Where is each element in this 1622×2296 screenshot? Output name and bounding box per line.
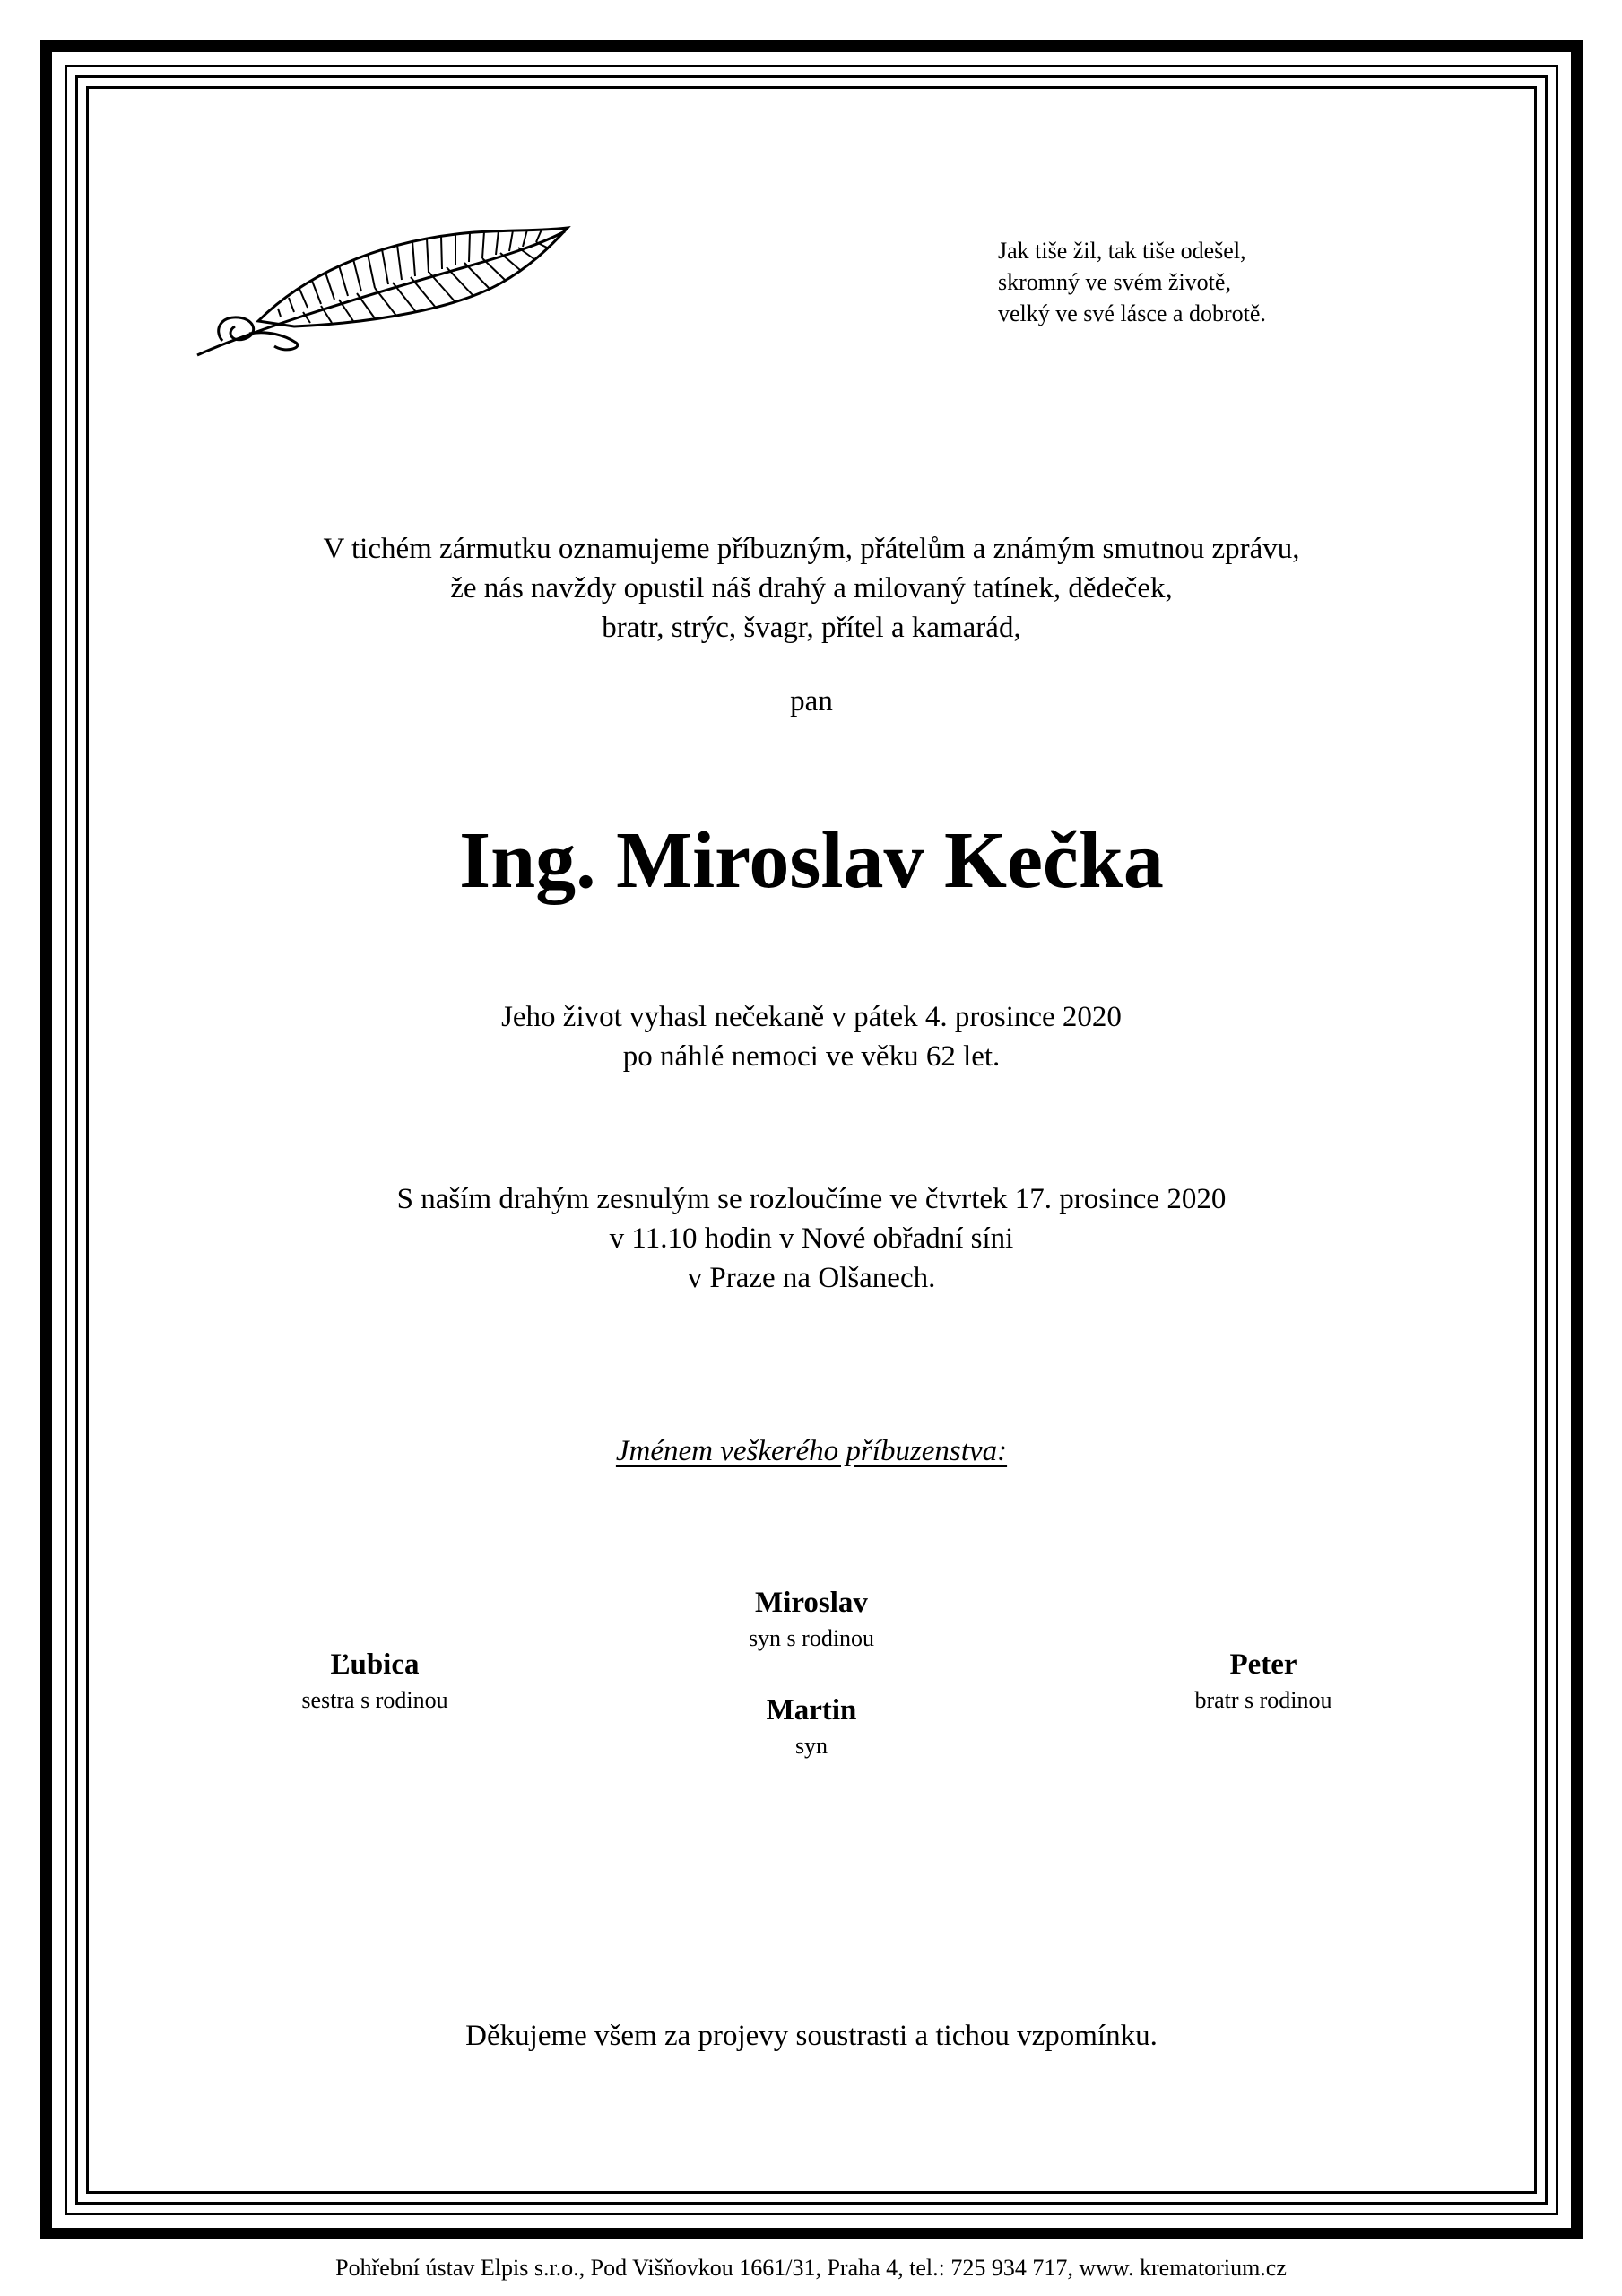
mourner-relation: syn s rodinou — [748, 1625, 875, 1651]
feather-icon — [195, 222, 572, 357]
on-behalf-heading: Jménem veškerého příbuzenstva: — [615, 1435, 1008, 1467]
farewell-line: S naším drahým zesnulým se rozloučíme ve čtvrtek 17. prosince 2020 — [396, 1183, 1227, 1215]
mourner-relation: bratr s rodinou — [1194, 1687, 1332, 1713]
announcement-line: V tichém zármutku oznamujeme příbuzným, přátelům a známým smutnou zprávu, — [323, 533, 1300, 565]
death-notice-line: po náhlé nemoci ve věku 62 let. — [622, 1040, 1001, 1073]
mourner-peter — [1084, 1645, 1443, 1717]
mourner-name: Miroslav — [755, 1587, 868, 1619]
mourner-relation: sestra s rodinou — [301, 1687, 448, 1713]
thanks-note: Děkujeme všem za projevy soustrasti a tichou vzpomínku. — [465, 2020, 1158, 2052]
death-notice-line: Jeho život vyhasl nečekaně v pátek 4. prosince 2020 — [501, 1001, 1122, 1033]
mourner-miroslav — [632, 1583, 991, 1655]
mourner-name: Martin — [766, 1694, 857, 1726]
mourner-martin — [632, 1691, 991, 1762]
farewell-line: v 11.10 hodin v Nové obřadní síni — [609, 1222, 1014, 1255]
motto-line: skromný ve svém životě, — [998, 269, 1231, 295]
farewell-line: v Praze na Olšanech. — [687, 1262, 936, 1294]
mourner-relation: syn — [794, 1733, 828, 1759]
announcement-line: bratr, strýc, švagr, přítel a kamarád, — [602, 612, 1021, 644]
motto-line: Jak tiše žil, tak tiše odešel, — [998, 238, 1246, 264]
mourning-border-line-3 — [86, 86, 1537, 2194]
mourner-name: Ľubica — [330, 1648, 420, 1681]
farewell-details — [86, 1179, 1537, 1298]
announcement-line: že nás navždy opustil náš drahý a milovaný tatínek, dědeček, — [450, 572, 1173, 604]
mourner-lubica — [195, 1645, 554, 1717]
salutation: pan — [790, 685, 833, 718]
motto-verse — [998, 235, 1266, 329]
mourner-name: Peter — [1229, 1648, 1297, 1681]
death-notice — [86, 997, 1537, 1076]
funeral-home-footer: Pohřební ústav Elpis s.r.o., Pod Višňovkou 1661/31, Praha 4, tel.: 725 934 717, www. krematorium.cz — [335, 2255, 1287, 2281]
deceased-name: Ing. Miroslav Kečka — [459, 816, 1164, 905]
motto-line: velký ve své lásce a dobrotě. — [998, 300, 1266, 326]
announcement-text — [86, 529, 1537, 648]
